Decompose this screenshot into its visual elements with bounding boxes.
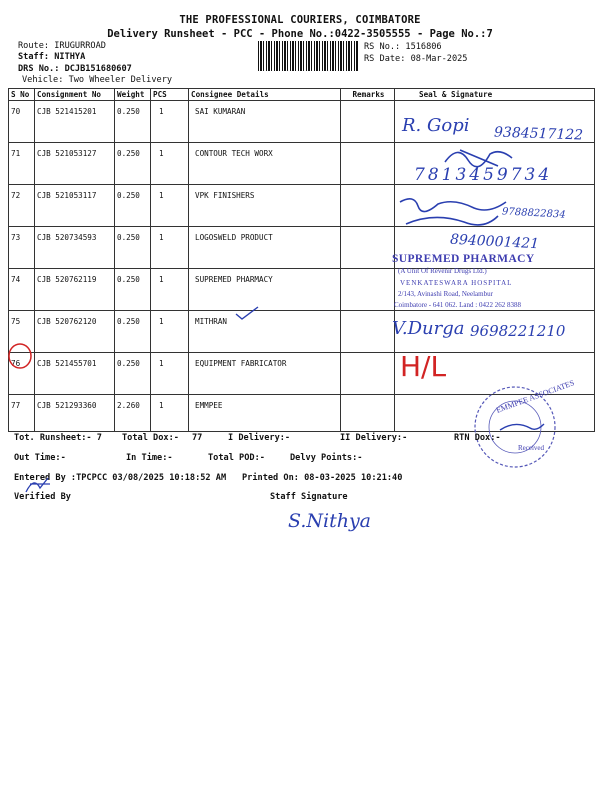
entered-by: Entered By :TPCPCC 03/08/2025 10:18:52 AM bbox=[14, 473, 227, 483]
delvy-points: Delvy Points:- bbox=[290, 453, 363, 463]
total-dox-value: 77 bbox=[192, 433, 203, 443]
company-title: THE PROFESSIONAL COURIERS, COIMBATORE bbox=[179, 14, 421, 26]
handwritten-mark-76: H/L bbox=[400, 350, 447, 383]
cell-pcs: 1 bbox=[151, 311, 189, 353]
vehicle-label: Vehicle: Two Wheeler Delivery bbox=[22, 75, 173, 85]
in-time: In Time:- bbox=[126, 453, 173, 463]
handwritten-phone-71: 7813459734 bbox=[414, 165, 553, 185]
header-remarks: Remarks bbox=[341, 89, 395, 101]
handwritten-signature-70: R. Gopi bbox=[402, 115, 470, 136]
table-header-row bbox=[9, 89, 595, 101]
cell-consignee: CONTOUR TECH WORX bbox=[189, 143, 341, 185]
emmpee-stamp-text: EMMPEE ASSOCIATES bbox=[494, 378, 576, 415]
cell-pcs: 1 bbox=[151, 227, 189, 269]
cell-pcs: 1 bbox=[151, 395, 189, 432]
handwritten-signature-72 bbox=[394, 194, 514, 234]
cell-remarks bbox=[341, 185, 395, 227]
stamp-supremed-unit: (A Unit Of Revenir Drugs Ltd.) bbox=[398, 267, 487, 275]
header-seal-signature: Seal & Signature bbox=[395, 89, 595, 101]
cell-weight: 0.250 bbox=[115, 143, 151, 185]
cell-consignee: SAI KUMARAN bbox=[189, 101, 341, 143]
stamp-supremed-address-3: Coimbatore - 641 062. Land : 0422 262 8388 bbox=[394, 301, 521, 309]
drs-number: DRS No.: DCJB151680607 bbox=[18, 64, 132, 74]
cell-weight: 0.250 bbox=[115, 185, 151, 227]
cell-sno: 72 bbox=[9, 185, 35, 227]
handwritten-phone-75: 9698221210 bbox=[470, 322, 566, 340]
cell-consignment: CJB 521293360 bbox=[35, 395, 115, 432]
cell-pcs: 1 bbox=[151, 269, 189, 311]
cell-pcs: 1 bbox=[151, 101, 189, 143]
row-76-circle-mark bbox=[6, 342, 34, 370]
cell-remarks bbox=[341, 311, 395, 353]
rs-number: RS No.: 1516806 bbox=[364, 42, 442, 52]
handwritten-signature-75: V.Durga bbox=[392, 318, 465, 339]
cell-pcs: 1 bbox=[151, 353, 189, 395]
cell-consignee: EQUIPMENT FABRICATOR bbox=[189, 353, 341, 395]
cell-weight: 0.250 bbox=[115, 269, 151, 311]
stamp-supremed-address-1: VENKATESWARA HOSPITAL bbox=[400, 279, 513, 287]
cell-consignment: CJB 520762120 bbox=[35, 311, 115, 353]
cell-weight: 0.250 bbox=[115, 227, 151, 269]
cell-consignment: CJB 520762119 bbox=[35, 269, 115, 311]
cell-sno: 76 bbox=[9, 353, 35, 395]
cell-sno: 71 bbox=[9, 143, 35, 185]
cell-pcs: 1 bbox=[151, 185, 189, 227]
i-delivery: I Delivery:- bbox=[228, 433, 291, 443]
out-time: Out Time:- bbox=[14, 453, 66, 463]
check-mark-icon bbox=[234, 305, 260, 321]
cell-consignee: EMMPEE bbox=[189, 395, 341, 432]
cell-sno: 73 bbox=[9, 227, 35, 269]
cell-weight: 0.250 bbox=[115, 353, 151, 395]
cell-weight: 0.250 bbox=[115, 101, 151, 143]
cell-sno: 77 bbox=[9, 395, 35, 432]
cell-consignee: VPK FINISHERS bbox=[189, 185, 341, 227]
handwritten-phone-70: 9384517122 bbox=[493, 124, 584, 144]
cell-weight: 2.260 bbox=[115, 395, 151, 432]
runsheet-title: Delivery Runsheet - PCC - Phone No.:0422-3505555 - Page No.:7 bbox=[107, 28, 493, 40]
cell-sno: 74 bbox=[9, 269, 35, 311]
verified-by: Verified By bbox=[14, 492, 71, 502]
total-pod: Total POD:- bbox=[208, 453, 265, 463]
header-pcs: PCS bbox=[151, 89, 189, 101]
header-sno: S No bbox=[9, 89, 35, 101]
cell-consignment: CJB 521455701 bbox=[35, 353, 115, 395]
barcode bbox=[258, 41, 358, 71]
ii-delivery: II Delivery:- bbox=[340, 433, 408, 443]
cell-consignee: SUPREMED PHARMACY bbox=[189, 269, 341, 311]
cell-remarks bbox=[341, 227, 395, 269]
handwritten-phone-72: 9788822834 bbox=[501, 206, 566, 221]
cell-pcs: 1 bbox=[151, 143, 189, 185]
cell-remarks bbox=[341, 101, 395, 143]
rs-date: RS Date: 08-Mar-2025 bbox=[364, 54, 468, 64]
printed-on: Printed On: 08-03-2025 10:21:40 bbox=[242, 473, 403, 483]
header-consignee: Consignee Details bbox=[189, 89, 341, 101]
cell-remarks bbox=[341, 353, 395, 395]
total-dox-label: Total Dox:- bbox=[122, 433, 179, 443]
cell-consignment: CJB 521415201 bbox=[35, 101, 115, 143]
staff-signature-label: Staff Signature bbox=[270, 492, 348, 502]
cell-consignment: CJB 521053117 bbox=[35, 185, 115, 227]
cell-remarks bbox=[341, 269, 395, 311]
cell-sno: 75 bbox=[9, 311, 35, 353]
cell-weight: 0.250 bbox=[115, 311, 151, 353]
cell-remarks bbox=[341, 143, 395, 185]
header-consignment: Consignment No bbox=[35, 89, 115, 101]
staff-label: Staff: NITHYA bbox=[18, 52, 86, 62]
cell-remarks bbox=[341, 395, 395, 432]
header-weight: Weight bbox=[115, 89, 151, 101]
total-runsheet: Tot. Runsheet:- 7 bbox=[14, 433, 102, 443]
cell-consignee: LOGOSWELD PRODUCT bbox=[189, 227, 341, 269]
staff-signature: S.Nithya bbox=[288, 510, 372, 532]
stamp-supremed-name: SUPREMED PHARMACY bbox=[392, 253, 535, 265]
emmpee-received-text: Received bbox=[518, 444, 545, 452]
rtn-dox: RTN Dox:- bbox=[454, 433, 501, 443]
route-label: Route: IRUGURROAD bbox=[18, 41, 106, 51]
cell-consignment: CJB 520734593 bbox=[35, 227, 115, 269]
cell-consignee: MITHRAN bbox=[189, 311, 341, 353]
cell-sno: 70 bbox=[9, 101, 35, 143]
stamp-supremed-address-2: 2/143, Avinashi Road, Neelambur bbox=[398, 290, 493, 298]
handwritten-phone-73: 8940001421 bbox=[449, 231, 540, 253]
cell-consignment: CJB 521053127 bbox=[35, 143, 115, 185]
